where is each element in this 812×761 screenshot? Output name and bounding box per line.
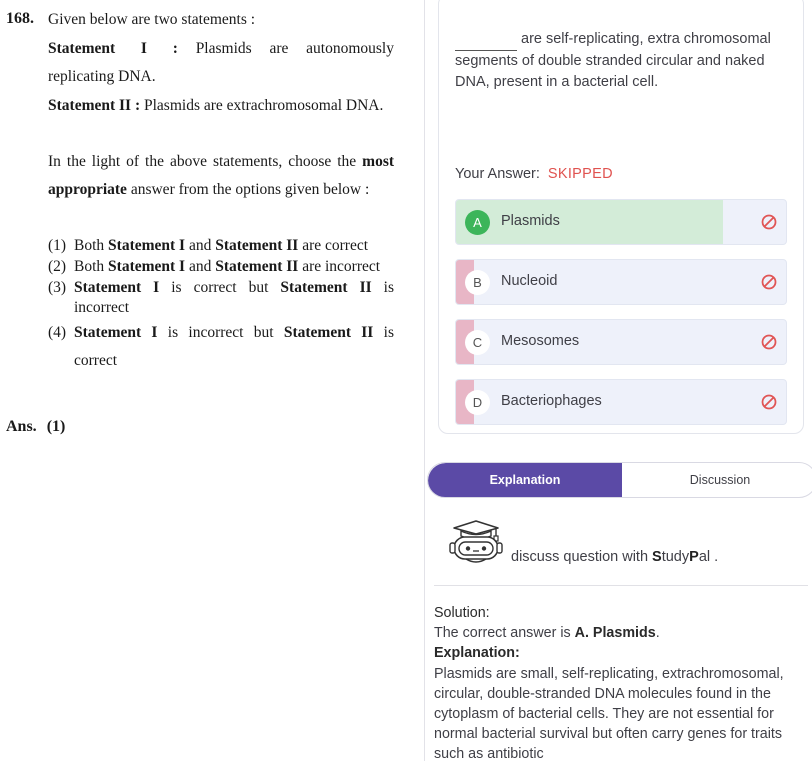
option-text: Statement I is incorrect but Statement II is correct: [74, 324, 394, 369]
choice-label: Bacteriophages: [501, 393, 602, 409]
tab-discussion[interactable]: Discussion: [689, 473, 751, 487]
option-number: (1): [48, 237, 67, 254]
options-list: [48, 236, 394, 376]
section-divider: [434, 585, 808, 586]
choice-c[interactable]: [455, 319, 787, 365]
solution-answer: The correct answer is A. Plasmids.: [434, 625, 660, 642]
choice-letter: D: [465, 390, 490, 415]
quiz-question-text: [455, 29, 795, 93]
statement-2: [48, 92, 394, 120]
instruction-bold: most appropriate: [48, 153, 395, 198]
option-4: [48, 319, 394, 375]
choice-letter: C: [465, 330, 490, 355]
studypal-robot-icon[interactable]: [446, 520, 506, 566]
your-answer-status: SKIPPED: [547, 166, 613, 182]
choice-label: Nucleoid: [501, 273, 558, 289]
option-1: [48, 236, 394, 256]
explanation-heading: Explanation:: [434, 645, 520, 662]
not-selected-icon: [760, 333, 778, 351]
statement-2-label: Statement II :: [48, 97, 141, 114]
studypal-al: al .: [698, 549, 719, 565]
option-number: (2): [48, 258, 67, 275]
studypal-tudy: tudy: [661, 549, 690, 565]
solution-heading: Solution:: [434, 605, 490, 621]
fill-blank: [455, 29, 517, 51]
choice-letter: A: [465, 210, 490, 235]
choice-d[interactable]: [455, 379, 787, 425]
option-text: Statement I is correct but Statement II is incorrect: [74, 279, 395, 316]
statement-1-text: Plasmids are autonomously replicating DNA.: [48, 40, 394, 85]
option-text: Both Statement I and Statement II are correct: [74, 237, 369, 254]
studypal-s: S: [652, 549, 662, 565]
option-2: [48, 257, 394, 277]
studypal-pre: discuss question with: [511, 549, 653, 565]
option-number: (3): [48, 279, 67, 296]
statement-2-text: Plasmids are extrachromosomal DNA.: [144, 97, 384, 114]
quiz-question-rest: are self-replicating, extra chromosomal segments of double stranded circular and naked DNA, present in a bacterial cell.: [455, 31, 771, 90]
choice-b[interactable]: [455, 259, 787, 305]
studypal-p: P: [689, 549, 699, 565]
instruction: [48, 148, 394, 204]
tab-explanation[interactable]: Explanation: [428, 463, 622, 498]
not-selected-icon: [760, 273, 778, 291]
answer-key: [6, 418, 65, 436]
choice-a[interactable]: [455, 199, 787, 245]
option-3: [48, 278, 394, 318]
studypal-prompt[interactable]: [511, 549, 718, 565]
solution-block: [434, 603, 806, 761]
panel-divider: [424, 0, 425, 761]
answer-label: Ans.: [6, 418, 37, 435]
statement-1-label: Statement I :: [48, 40, 178, 57]
choice-label: Plasmids: [501, 213, 560, 229]
choice-label: Mesosomes: [501, 333, 580, 349]
explanation-text: Plasmids are small, self-replicating, extrachromosomal, circular, double-stranded DNA molecules found in the cytoplasm of bacterial cells. They are not essential for normal bacterial survival but often carry genes for traits such as antibiotic: [434, 665, 784, 761]
answer-value: (1): [46, 418, 66, 435]
your-answer: [455, 166, 613, 182]
choice-letter: B: [465, 270, 490, 295]
statement-1: [48, 35, 394, 91]
option-text: Both Statement I and Statement II are incorrect: [74, 258, 381, 275]
question-number: 168.: [6, 10, 34, 27]
choice-fill: [456, 200, 723, 244]
instruction-pre: In the light of the above statements, choose the: [48, 153, 357, 170]
option-number: (4): [48, 324, 67, 341]
not-selected-icon: [760, 393, 778, 411]
question-intro: Given below are two statements :: [48, 11, 256, 28]
solution-tabs: [427, 462, 812, 498]
instruction-post: answer from the options given below :: [130, 181, 370, 198]
not-selected-icon: [760, 213, 778, 231]
your-answer-label: Your Answer:: [455, 166, 540, 182]
